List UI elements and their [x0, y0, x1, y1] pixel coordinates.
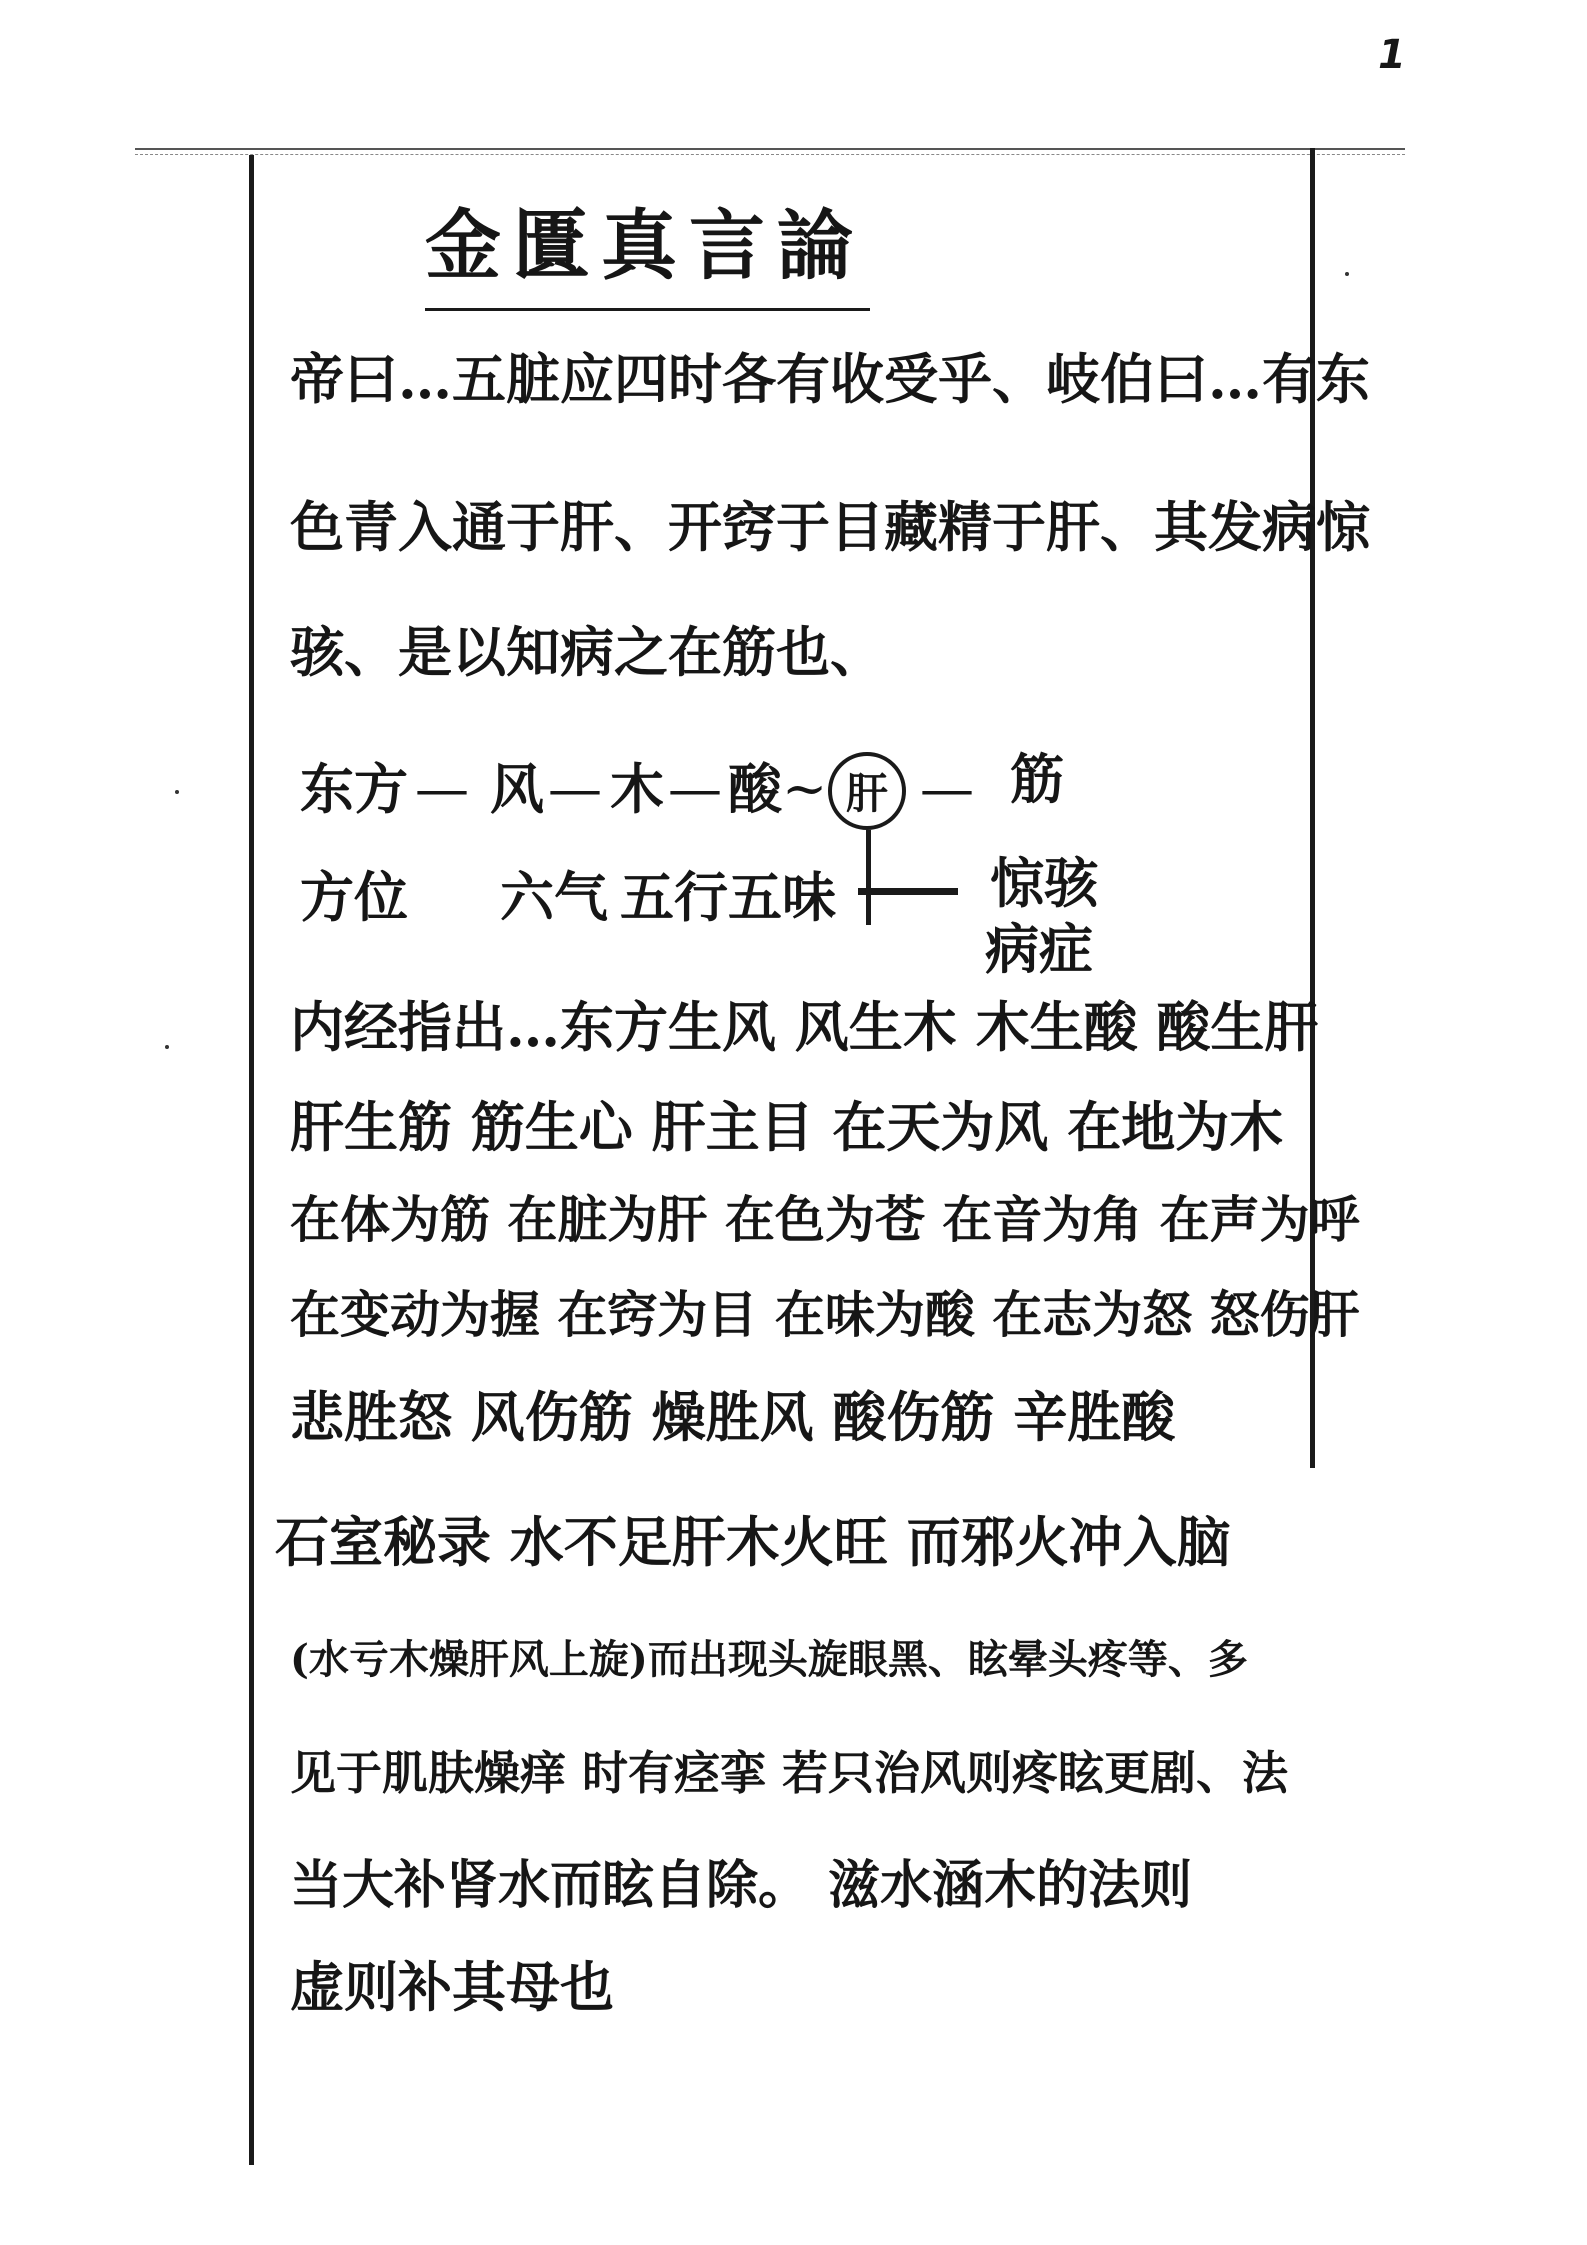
title-underline — [425, 308, 870, 311]
intro-line-1: 帝曰…五脏应四时各有收受乎、岐伯曰…有东 — [290, 347, 1370, 411]
right-margin-line — [1310, 148, 1315, 1468]
diagram-dash-3: — — [668, 757, 722, 820]
shishi-line-5: 虚则补其母也 — [290, 1955, 614, 2019]
diagram-dash-1: — — [415, 757, 469, 820]
shishi-line-2: (水亏木燥肝风上旋)而出现头旋眼黑、眩晕头疼等、多 — [290, 1636, 1248, 1683]
scan-speck — [175, 790, 179, 794]
diagram-direction: 东方 — [300, 757, 408, 821]
intro-line-3: 骇、是以知病之在筋也、 — [290, 620, 884, 684]
page-number: 1 — [1378, 32, 1406, 78]
top-rule — [135, 148, 1405, 155]
diagram-tissue: 筋 — [1010, 747, 1064, 811]
shishi-line-3: 见于肌肤燥痒 时有痉挛 若只治风则疼眩更剧、法 — [290, 1746, 1289, 1800]
diagram-element: 木 — [610, 757, 664, 821]
shishi-line-4: 当大补肾水而眩自除。 滋水涵木的法则 — [290, 1855, 1193, 1916]
diagram-connector-bar — [858, 888, 958, 895]
diagram-dash-4: ~ — [782, 757, 828, 820]
diagram-symptom-1: 惊骇 — [990, 851, 1098, 915]
diagram-direction-label: 方位 — [300, 865, 408, 929]
diagram-symptom-2: 病症 — [985, 917, 1093, 981]
neijing-line-2: 肝生筋 筋生心 肝主目 在天为风 在地为木 — [290, 1095, 1284, 1159]
neijing-line-5: 悲胜怒 风伤筋 燥胜风 酸伤筋 辛胜酸 — [290, 1385, 1176, 1449]
neijing-line-1: 内经指出…东方生风 风生木 木生酸 酸生肝 — [290, 995, 1319, 1059]
diagram-qi: 风 — [490, 757, 544, 821]
scan-speck — [1345, 272, 1349, 276]
left-margin-line — [249, 155, 254, 2165]
neijing-line-3: 在体为筋 在脏为肝 在色为苍 在音为角 在声为呼 — [290, 1190, 1360, 1249]
diagram-dash-5: — — [920, 757, 974, 820]
page-title: 金匱真言論 — [425, 201, 865, 290]
diagram-qi-label: 六气 — [500, 865, 608, 929]
diagram-organ: 肝 — [845, 769, 888, 818]
diagram-element-label: 五行 — [620, 865, 728, 929]
diagram-dash-2: — — [548, 757, 602, 820]
diagram-flavor: 酸 — [728, 757, 782, 821]
diagram-organ-circle — [828, 752, 906, 830]
diagram-flavor-label: 五味 — [728, 865, 836, 929]
shishi-line-1: 石室秘录 水不足肝木火旺 而邪火冲入脑 — [275, 1510, 1231, 1574]
intro-line-2: 色青入通于肝、开窍于目藏精于肝、其发病惊 — [290, 495, 1370, 559]
diagram-connector-stem — [866, 830, 871, 925]
neijing-line-4: 在变动为握 在窍为目 在味为酸 在志为怒 怒伤肝 — [290, 1285, 1360, 1344]
scan-speck — [165, 1045, 169, 1049]
